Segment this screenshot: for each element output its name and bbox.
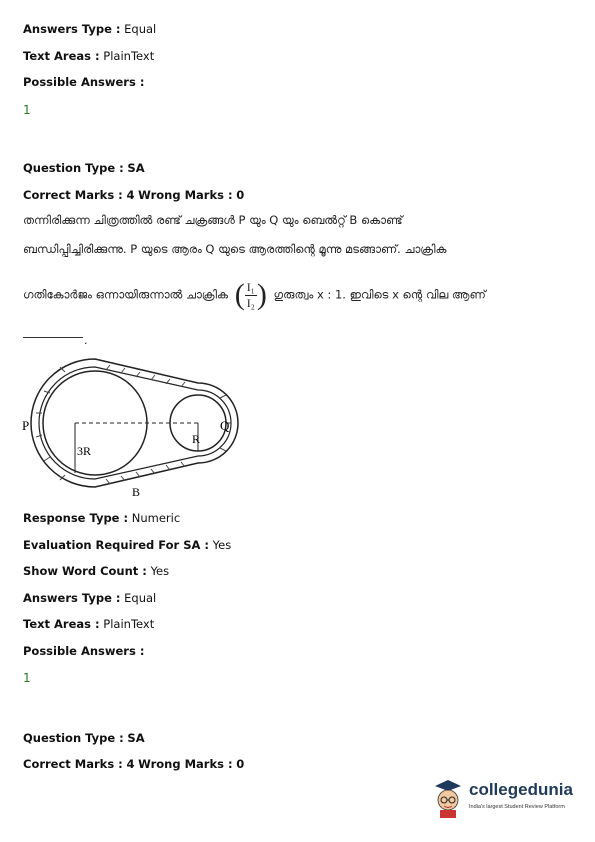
label-q: Q <box>220 418 230 433</box>
word-count-label: Show Word Count : <box>23 564 147 578</box>
answers-type-row-2 <box>23 591 156 605</box>
next-question-type-value: SA <box>127 731 145 745</box>
next-wrong-marks-value: 0 <box>236 757 245 771</box>
answer-blank <box>23 337 83 338</box>
possible-answers-label: Possible Answers : <box>23 75 145 89</box>
logo-name: collegedunia <box>469 780 573 799</box>
marks-row <box>23 188 244 202</box>
next-question-type-label: Question Type : <box>23 731 124 745</box>
next-question-type-row <box>23 731 145 745</box>
question-type-value: SA <box>127 161 145 175</box>
label-p: P <box>22 418 30 433</box>
next-correct-marks-label: Correct Marks : <box>23 757 123 771</box>
question-type-label: Question Type : <box>23 161 124 175</box>
correct-marks-value: 4 <box>126 188 135 202</box>
word-count-value: Yes <box>150 564 170 578</box>
question-type-row <box>23 161 145 175</box>
text-areas-value: PlainText <box>103 49 155 63</box>
fraction-numerator: I₁ <box>246 279 255 294</box>
wrong-marks-label: Wrong Marks : <box>138 188 233 202</box>
text-areas-label: Text Areas : <box>23 49 100 63</box>
label-r: R <box>192 432 201 446</box>
possible-answer-value-2: 1 <box>23 671 31 685</box>
possible-answers-label-2: Possible Answers : <box>23 644 145 658</box>
question-text-line-3b: ഗുരുത്വം x : 1. ഇവിടെ x ന്റെ വില ആണ് <box>273 287 486 302</box>
next-correct-marks-value: 4 <box>126 757 135 771</box>
answers-type-row <box>23 22 156 36</box>
fraction-denominator: I₂ <box>246 295 255 310</box>
text-areas-row <box>23 49 154 63</box>
text-areas-value-2: PlainText <box>103 617 155 631</box>
possible-answer-value: 1 <box>23 103 31 117</box>
answers-type-label-2: Answers Type : <box>23 591 121 605</box>
evaluation-row <box>23 538 231 552</box>
question-text-line-1: തന്നിരിക്കുന്ന ചിത്രത്തിൽ രണ്ട് ചക്രങ്ങൾ P യും Q യും ബെൽറ്റ് B കൊണ്ട് <box>23 213 403 227</box>
possible-answers-row-2 <box>23 644 144 658</box>
word-count-row <box>23 564 169 578</box>
question-text-line-3 <box>23 278 486 312</box>
inertia-ratio-fraction: ( $\frac{\text{I₁}}{\text{I₂}}$ ) <box>234 278 267 311</box>
evaluation-label: Evaluation Required For SA : <box>23 538 210 552</box>
next-marks-row <box>23 757 244 771</box>
question-text-line-3a: ഗതികോർജം ഒന്നായിരുന്നാൽ ചാക്രിക <box>23 287 229 302</box>
belt-pulley-figure <box>20 353 250 503</box>
label-3r: 3R <box>77 444 92 458</box>
answers-type-value: Equal <box>124 22 157 36</box>
answer-blank-end: . <box>84 334 88 347</box>
text-areas-row-2 <box>23 617 154 631</box>
response-type-label: Response Type : <box>23 511 129 525</box>
next-wrong-marks-label: Wrong Marks : <box>138 757 233 771</box>
response-type-value: Numeric <box>131 511 181 525</box>
evaluation-value: Yes <box>212 538 232 552</box>
answers-type-label: Answers Type : <box>23 22 121 36</box>
text-areas-label-2: Text Areas : <box>23 617 100 631</box>
possible-answers-row <box>23 75 144 89</box>
mascot-icon <box>431 778 465 818</box>
answers-type-value-2: Equal <box>124 591 157 605</box>
correct-marks-label: Correct Marks : <box>23 188 123 202</box>
collegedunia-logo[interactable] <box>431 778 581 822</box>
wrong-marks-value: 0 <box>236 188 245 202</box>
response-type-row <box>23 511 180 525</box>
label-b: B <box>132 485 141 499</box>
question-text-line-2: ബന്ധിപ്പിച്ചിരിക്കുന്നു. P യുടെ ആരം Q യുടെ ആരത്തിന്റെ മൂന്നു മടങ്ങാണ്. ചാക്രിക <box>23 242 447 256</box>
logo-tagline: India's largest Student Review Platform <box>469 804 565 810</box>
